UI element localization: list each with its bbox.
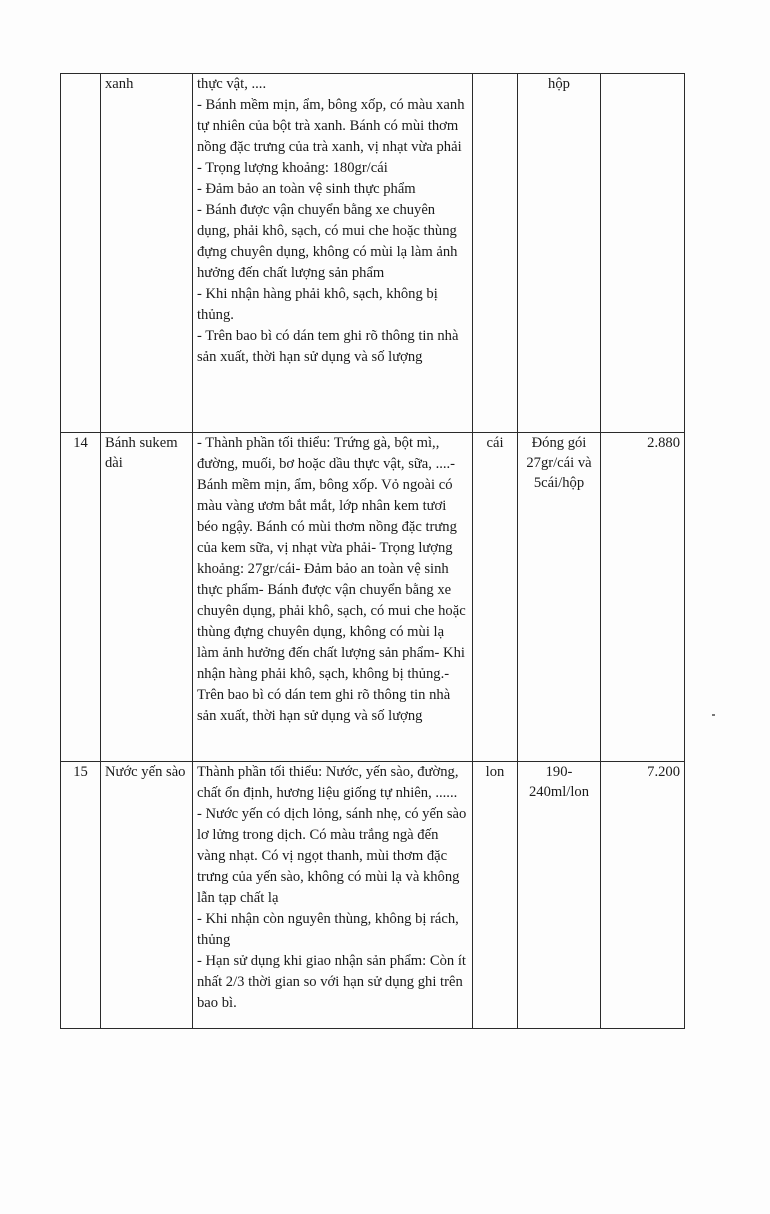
table-row: [61, 433, 685, 762]
cell-product-name: Bánh sukem dài: [101, 433, 193, 762]
description-text: - Thành phần tối thiểu: Trứng gà, bột mì,, đường, muối, bơ hoặc dầu thực vật, sữa, ....- Bánh mềm mịn, ẩm, bông xốp. Vỏ ngoài có màu vàng ươm bắt mắt, lớp nhân kem tươi béo ngậy. Bánh có mùi thơm nồng đặc trưng của kem sữa, vị nhạt vừa phải- Trọng lượng khoảng: 27gr/cái- Đảm bảo an toàn vệ sinh thực phẩm- Bánh được vận chuyển bằng xe chuyên dụng, phải khô, sạch, có mui che hoặc thùng đựng chuyên dụng, không có mùi lạ làm ảnh hưởng đến chất lượng sản phẩm- Khi nhận hàng phải khô, sạch, không bị thủng.- Trên bao bì có dán tem ghi rõ thông tin nhà sản xuất, thời hạn sử dụng và số lượng: [197, 435, 466, 724]
table-row-continued: [61, 74, 685, 433]
cell-unit: lon: [473, 762, 518, 1029]
cell-packing: 190-240ml/lon: [518, 762, 601, 1029]
cell-description: [193, 433, 473, 762]
table-row: [61, 762, 685, 1029]
scan-speck: [712, 714, 715, 716]
cell-quantity: [601, 74, 685, 433]
cell-stt: 14: [61, 433, 101, 762]
cell-quantity: 2.880: [601, 433, 685, 762]
cell-unit: cái: [473, 433, 518, 762]
cell-quantity: 7.200: [601, 762, 685, 1029]
cell-description: [193, 762, 473, 1029]
description-text: Thành phần tối thiểu: Nước, yến sào, đường, chất ổn định, hương liệu giống tự nhiên, ...... - Nước yến có dịch lỏng, sánh nhẹ, có yến sào lơ lửng trong dịch. Có màu trắng ngà đến vàng nhạt. Có vị ngọt thanh, mùi thơm đặc trưng của yến sào, không có mùi lạ và không lẫn tạp chất lạ - Khi nhận còn nguyên thùng, không bị rách, thủng - Hạn sử dụng khi giao nhận sản phẩm: Còn ít nhất 2/3 thời gian so với hạn sử dụng ghi trên bao bì.: [197, 764, 467, 1011]
cell-product-name: xanh: [101, 74, 193, 433]
cell-product-name: Nước yến sào: [101, 762, 193, 1029]
cell-packing: Đóng gói 27gr/cái và 5cái/hộp: [518, 433, 601, 762]
description-text: thực vật, .... - Bánh mềm mịn, ẩm, bông xốp, có màu xanh tự nhiên của bột trà xanh. Bánh có mùi thơm nồng đặc trưng của trà xanh, vị nhạt vừa phải - Trọng lượng khoảng: 180gr/cái - Đảm bảo an toàn vệ sinh thực phẩm - Bánh được vận chuyển bằng xe chuyên dụng, phải khô, sạch, có mui che hoặc thùng đựng chuyên dụng, không có mùi lạ làm ảnh hưởng đến chất lượng sản phẩm - Khi nhận hàng phải khô, sạch, không bị thủng. - Trên bao bì có dán tem ghi rõ thông tin nhà sản xuất, thời hạn sử dụng và số lượng: [197, 76, 465, 365]
cell-stt: 15: [61, 762, 101, 1029]
cell-unit: [473, 74, 518, 433]
product-spec-table: [60, 73, 685, 1029]
cell-packing: hộp: [518, 74, 601, 433]
cell-description: [193, 74, 473, 433]
cell-stt: [61, 74, 101, 433]
